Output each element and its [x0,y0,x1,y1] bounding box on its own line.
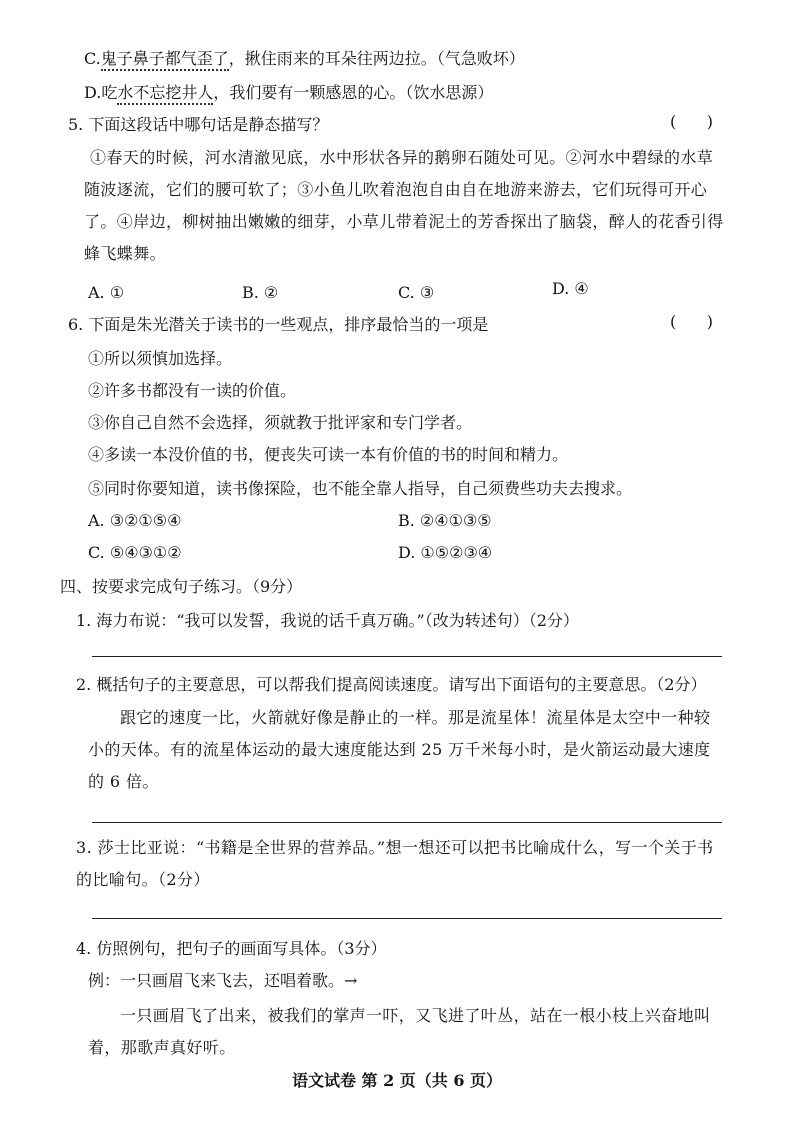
q6-option-d[interactable]: D. ①⑤②③④ [398,543,493,562]
option-c-text: ，揪住雨来的耳朵往两边拉。（气急败坏） [228,49,525,68]
sentence-4-example: 例：一只画眉飞来飞去，还唱着歌。→ [88,971,358,990]
q6-statement-3: ③你自己自然不会选择，须就教于批评家和专门学者。 [88,413,473,432]
q6-statement-5: ⑤同时你要知道，读书像探险，也不能全靠人指导，自己须费些功夫去搜求。 [88,479,633,498]
q6-option-b[interactable]: B. ②④①③⑤ [398,511,492,530]
sentence-4-example-passage: 一只画眉飞了出来，被我们的掌声一吓，又飞进了叶丛，站在一根小枝上兴奋地叫着，那歌声真好听。 [88,1006,711,1057]
q6-answer-blank[interactable]: ( ) [670,312,713,331]
sentence-2-prompt: 2. 概括句子的主要意思，可以帮我们提高阅读速度。请写出下面语句的主要意思。（2分） [76,675,707,694]
option-d-dotted-phrase: 水不忘挖井人 [117,83,213,105]
section-4-title: 四、按要求完成句子练习。（9分） [60,577,303,596]
page-footer: 语文试卷 第 2 页（共 6 页） [291,1071,503,1090]
sentence-3-prompt: 3. 莎士比亚说：“书籍是全世界的营养品。”想一想还可以把书比喻成什么，写一个关于书的比喻句。（2分） [76,838,714,889]
q6-statement-2: ②许多书都没有一读的价值。 [88,381,297,400]
sentence-1-answer-line[interactable] [92,656,722,657]
q5-option-c[interactable]: C. ③ [398,283,435,302]
q5-option-a[interactable]: A. ① [88,283,125,302]
q5-stem: 5. 下面这段话中哪句话是静态描写？ [68,115,329,134]
sentence-4-prompt: 4. 仿照例句，把句子的画面写具体。（3分） [76,939,387,958]
q6-stem: 6. 下面是朱光潜关于读书的一些观点，排序最恰当的一项是 [68,315,489,334]
sentence-3-answer-line[interactable] [92,918,722,919]
q5-option-b[interactable]: B. ② [242,283,279,302]
sentence-1-prompt: 1. 海力布说：“我可以发誓，我说的话千真万确。”（改为转述句）（2分） [76,611,579,630]
option-d-label: D. [84,83,102,102]
option-c-label: C. [84,49,101,68]
sentence-2-answer-line[interactable] [92,822,722,823]
sentence-2-passage: 跟它的速度一比，火箭就好像是静止的一样。那是流星体！流星体是太空中一种较小的天体。有的流星体运动的最大速度能达到 25 万千米每小时，是火箭运动最大速度的 6 倍。 [88,708,711,791]
option-d-plain: 吃 [101,83,118,102]
q5-answer-blank[interactable]: ( ) [670,112,713,131]
q6-statement-1: ①所以须慎加选择。 [88,349,233,368]
option-c-line [84,48,525,70]
option-d-text: ，我们要有一颗感恩的心。（饮水思源） [213,83,494,102]
option-d-line [84,82,493,104]
q6-option-a[interactable]: A. ③②①⑤④ [88,511,182,530]
q5-passage: ①春天的时候，河水清澈见底，水中形状各异的鹅卵石随处可见。②河水中碧绿的水草随波逐流，它们的腰可软了；③小鱼儿吹着泡泡自由自在地游来游去，它们玩得可开心了。④岸边，柳树抽出嫩嫩的细芽，小草儿带着泥土的芳香探出了脑袋，醉人的花香引得蜂飞蝶舞。 [84,148,724,263]
q5-option-d[interactable]: D. ④ [552,279,589,298]
q6-statement-4: ④多读一本没价值的书，便丧失可读一本有价值的书的时间和精力。 [88,445,569,464]
option-c-dotted-phrase: 鬼子鼻子都气歪了 [101,49,229,71]
q6-option-c[interactable]: C. ⑤④③①② [88,543,182,562]
